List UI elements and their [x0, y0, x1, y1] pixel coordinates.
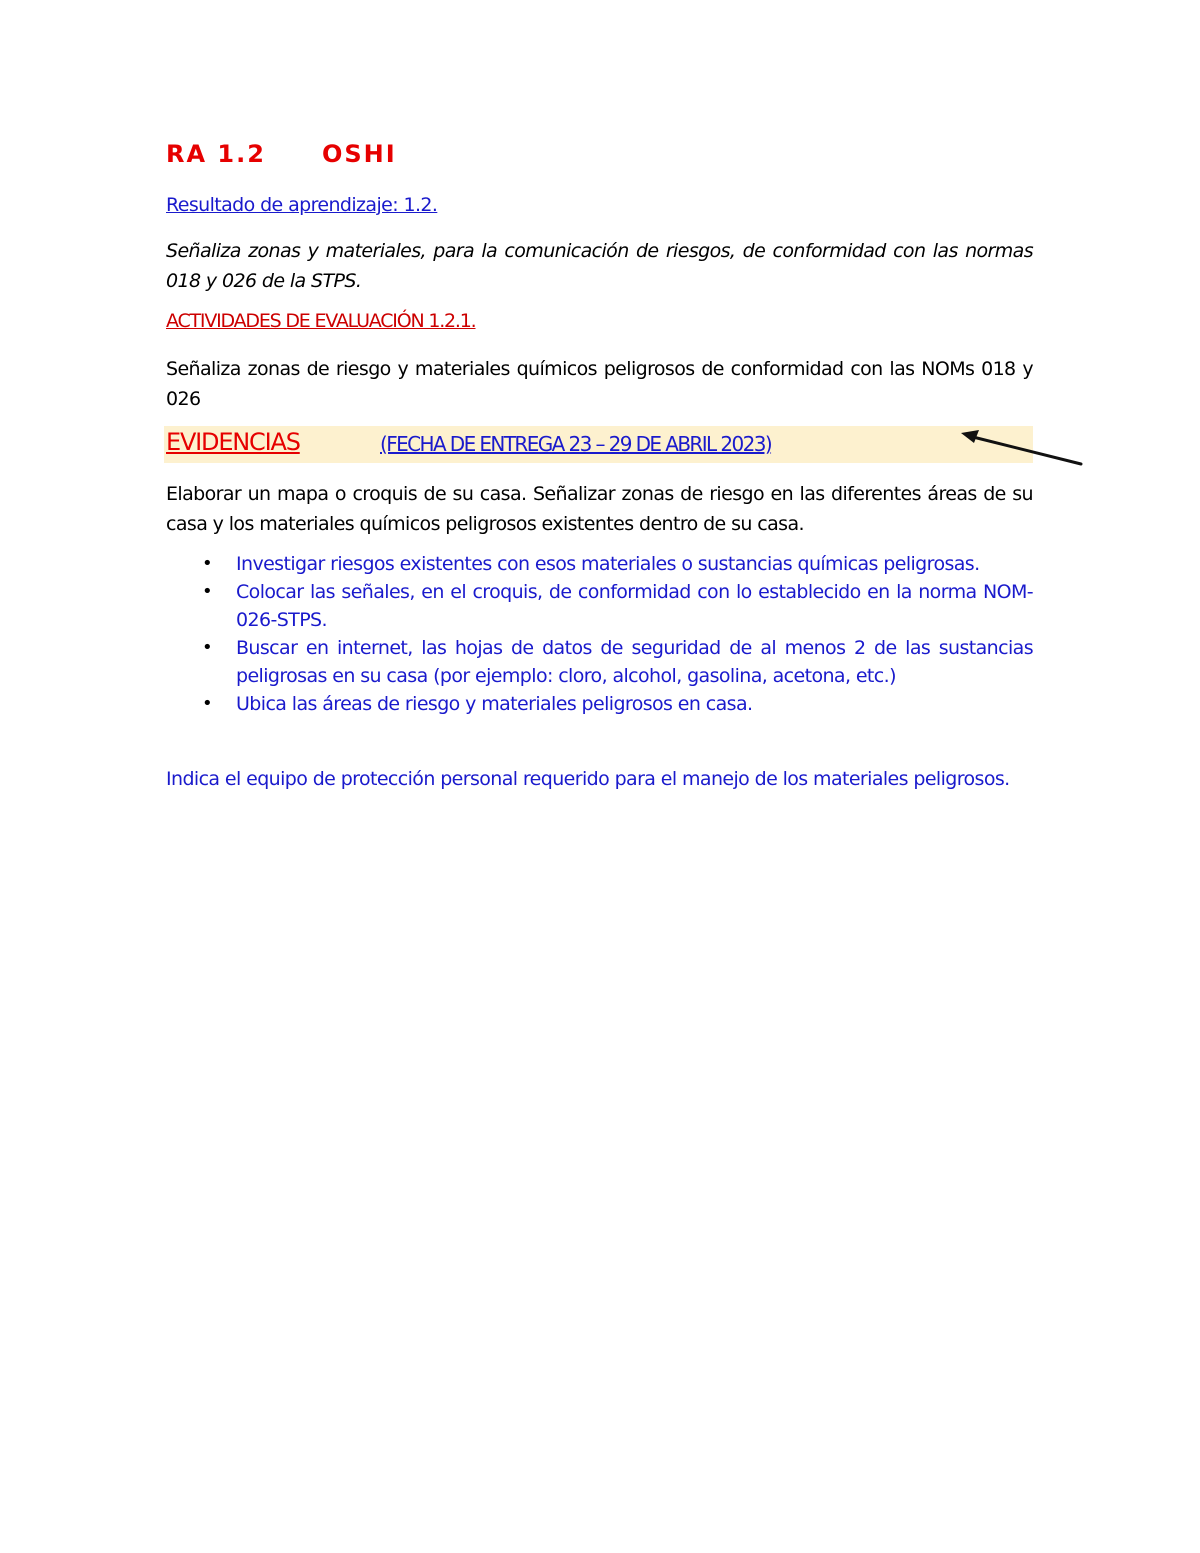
title-subject: OSHI [321, 140, 397, 168]
document-title [166, 140, 397, 168]
learning-outcome-label: Resultado de aprendizaje: 1.2. [166, 194, 438, 216]
list-item [166, 634, 1033, 690]
bullet-icon: • [202, 553, 213, 574]
list-item [166, 690, 1033, 718]
list-item-text: Investigar riesgos existentes con esos materiales o sustancias químicas peligrosas. [236, 553, 980, 575]
learning-outcome-text: Señaliza zonas y materiales, para la comunicación de riesgos, de conformidad con las normas 018 y 026 de la STPS. [166, 240, 1033, 292]
bullet-icon: • [202, 693, 213, 714]
evidence-task-text: Elaborar un mapa o croquis de su casa. Señalizar zonas de riesgo en las diferentes áreas de su casa y los materiales químicos peligrosos existentes dentro de su casa. [166, 483, 1033, 535]
list-item-text: Buscar en internet, las hojas de datos de seguridad de al menos 2 de las sustancias peligrosas en su casa (por ejemplo: cloro, alcohol, gasolina, acetona, etc.) [236, 637, 1033, 687]
bullet-icon: • [202, 637, 213, 658]
bullet-icon: • [202, 581, 213, 602]
evidence-due-date: (FECHA DE ENTREGA 23 – 29 DE ABRIL 2023) [380, 432, 772, 456]
activities-label: ACTIVIDADES DE EVALUACIÓN 1.2.1. [166, 310, 476, 332]
activities-text: Señaliza zonas de riesgo y materiales químicos peligrosos de conformidad con las NOMs 018 y 026 [166, 358, 1033, 410]
list-item-text: Ubica las áreas de riesgo y materiales peligrosos en casa. [236, 693, 753, 715]
closing-instruction: Indica el equipo de protección personal requerido para el manejo de los materiales peligrosos. [166, 768, 1010, 790]
evidence-bullet-list [166, 550, 1033, 718]
arrow-icon [955, 425, 1090, 475]
list-item [166, 578, 1033, 634]
title-code: RA 1.2 [166, 140, 266, 168]
list-item-text: Colocar las señales, en el croquis, de conformidad con lo establecido en la norma NOM-026-STPS. [236, 581, 1033, 631]
list-item [166, 550, 1033, 578]
evidence-label: EVIDENCIAS [166, 428, 300, 456]
